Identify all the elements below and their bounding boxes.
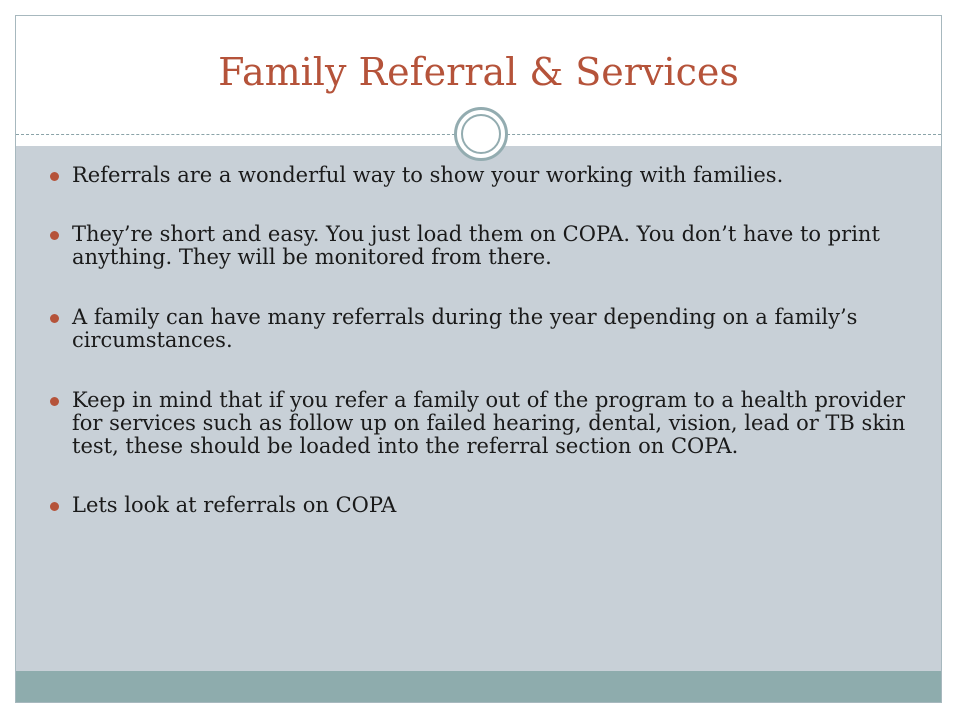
bullet-dot-icon (50, 502, 59, 511)
bullet-text: They’re short and easy. You just load them on COPA. You don’t have to print anything. They will be monitored from there. (72, 222, 880, 269)
bullet-text: A family can have many referrals during the year depending on a family’s circumstances. (72, 305, 858, 352)
bullet-dot-icon (50, 172, 59, 181)
bullet-dot-icon (50, 397, 59, 406)
bullet-item (48, 306, 918, 352)
bullet-text: Lets look at referrals on COPA (72, 493, 397, 517)
bullet-item (48, 494, 918, 517)
bullet-item (48, 223, 918, 269)
slide (15, 15, 942, 703)
bullet-item (48, 164, 918, 187)
bullet-dot-icon (50, 314, 59, 323)
bullet-dot-icon (50, 231, 59, 240)
bullet-list (48, 164, 918, 553)
bullet-text: Referrals are a wonderful way to show your working with families. (72, 163, 784, 187)
slide-title: Family Referral & Services (218, 50, 739, 94)
circle-ornament-icon (454, 107, 508, 161)
bullet-item (48, 389, 918, 458)
bullet-text: Keep in mind that if you refer a family out of the program to a health provider for services such as follow up on failed hearing, dental, vision, lead or TB skin test, these should be loaded into the referral section on COPA. (72, 388, 906, 458)
footer-band (16, 671, 941, 703)
